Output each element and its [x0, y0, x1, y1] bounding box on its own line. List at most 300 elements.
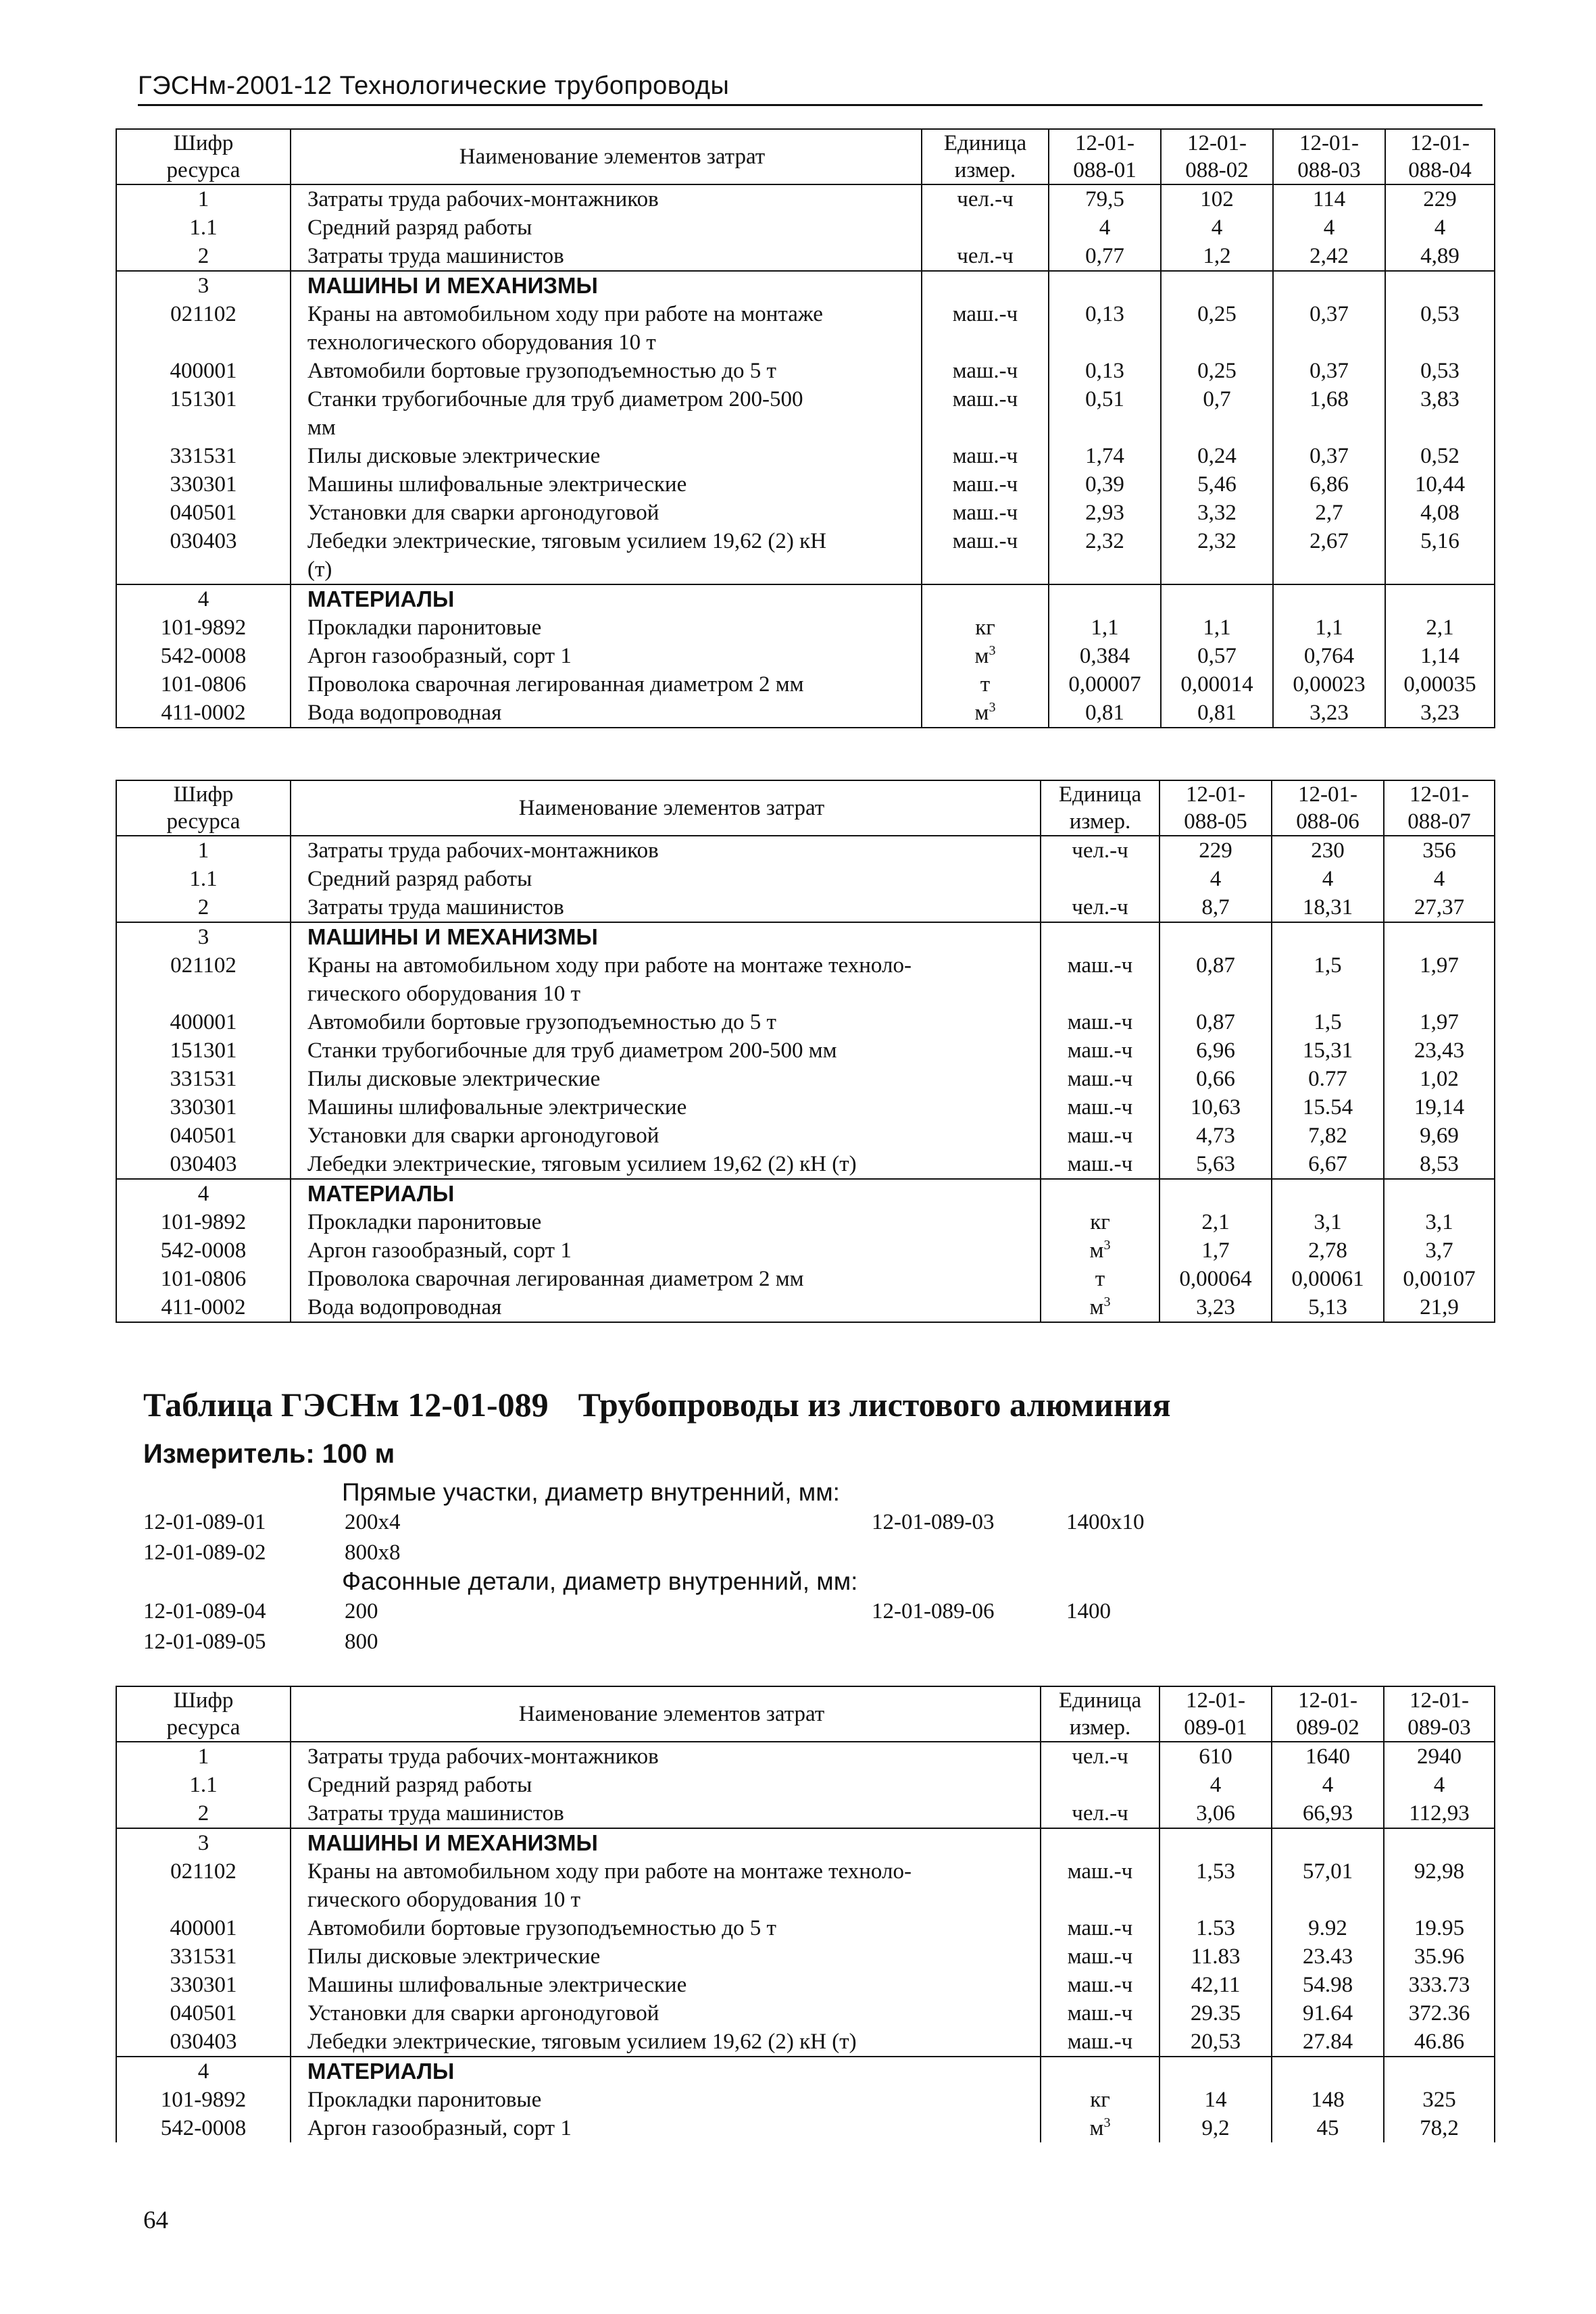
cost-element-name [291, 1742, 1041, 1771]
cost-element-name-line: МАТЕРИАЛЫ [307, 2059, 455, 2084]
resource-code: 400001 [116, 1008, 291, 1036]
resource-code: 1.1 [116, 213, 291, 242]
cost-element-name-line: Аргон газообразный, сорт 1 [307, 644, 572, 668]
resource-code: 400001 [116, 357, 291, 385]
cost-element-name-line: МАТЕРИАЛЫ [307, 586, 455, 611]
column-header-norm [1273, 129, 1385, 184]
norm-value [1384, 922, 1495, 951]
resource-code: 1 [116, 184, 291, 213]
norm-value: 11.83 [1159, 1942, 1272, 1971]
cost-element-name [291, 699, 922, 728]
cost-element-name-line: Лебедки электрические, тяговым усилием 19,62 (2) кН (т) [307, 1152, 857, 1176]
resource-code: 3 [116, 271, 291, 300]
table-row [116, 213, 1495, 242]
unit-of-measure: $м^3$ [922, 699, 1049, 728]
cost-element-name [291, 893, 1041, 922]
norm-value: 0,00007 [1049, 670, 1161, 699]
cost-element-name [291, 527, 922, 584]
norm-code-line: 088-03 [1297, 158, 1361, 182]
unit-of-measure: маш.-ч [922, 385, 1049, 442]
norm-value: 325 [1384, 2086, 1495, 2114]
cost-element-name-line: Пилы дисковые электрические [307, 444, 601, 468]
norm-value: 0,00035 [1385, 670, 1495, 699]
norm-value: 92,98 [1384, 1857, 1495, 1914]
unit-of-measure: чел.-ч [922, 242, 1049, 271]
cost-element-name-line: МАШИНЫ И МЕХАНИЗМЫ [307, 1830, 598, 1855]
cost-element-name-line: Лебедки электрические, тяговым усилием 19,62 (2) кН (т) [307, 2030, 857, 2054]
resource-code: 411-0002 [116, 699, 291, 728]
cost-element-name-line: мм [307, 416, 336, 440]
unit-of-measure: кг [922, 613, 1049, 642]
cost-element-name [291, 184, 922, 213]
norm-value: 1,5 [1272, 1008, 1384, 1036]
norm-value: 4 [1273, 213, 1385, 242]
norm-value [1385, 271, 1495, 300]
table-row [116, 1122, 1495, 1150]
resource-code: 4 [116, 1179, 291, 1208]
header-unit-line: измер. [954, 158, 1016, 182]
cost-element-name [291, 2086, 1041, 2114]
norm-value [1161, 271, 1273, 300]
unit-of-measure [922, 271, 1049, 300]
norm-value: 2,1 [1159, 1208, 1272, 1236]
cost-element-name-line: Автомобили бортовые грузоподъемностью до 5 т [307, 1916, 776, 1940]
resource-code: 030403 [116, 2028, 291, 2057]
header-code-line: Шифр [173, 782, 234, 807]
norm-value: 2,42 [1273, 242, 1385, 271]
header-unit-line: измер. [1069, 809, 1131, 834]
unit-of-measure [1041, 865, 1159, 893]
resource-code: 400001 [116, 1914, 291, 1942]
norm-value: 6,86 [1273, 470, 1385, 499]
cost-element-name-line: Вода водопроводная [307, 701, 502, 725]
column-header-norm [1049, 129, 1161, 184]
norm-value: 4 [1384, 1771, 1495, 1799]
resource-code: 542-0008 [116, 2114, 291, 2142]
cost-element-name [291, 2028, 1041, 2057]
cost-element-name-line: Прокладки паронитовые [307, 1210, 542, 1234]
cost-element-name [291, 951, 1041, 1008]
table-row [116, 1742, 1495, 1771]
resource-code: 3 [116, 1828, 291, 1857]
norm-code-line: 12-01- [1186, 1688, 1245, 1713]
resource-code: 331531 [116, 442, 291, 470]
norm-value: 4,89 [1385, 242, 1495, 271]
cost-element-name-line: МАТЕРИАЛЫ [307, 1181, 455, 1206]
resource-code: 101-9892 [116, 1208, 291, 1236]
norm-value: 0,66 [1159, 1065, 1272, 1093]
norm-value: 0,764 [1273, 642, 1385, 670]
norm-value: 5,63 [1159, 1150, 1272, 1179]
norm-value: 0,81 [1161, 699, 1273, 728]
norm-value: 4 [1272, 865, 1384, 893]
table-row [116, 1065, 1495, 1093]
norm-value: 0,51 [1049, 385, 1161, 442]
column-header-norm [1159, 1686, 1272, 1742]
norm-value: 15.54 [1272, 1093, 1384, 1122]
cost-element-name [291, 1857, 1041, 1914]
unit-of-measure: маш.-ч [1041, 1008, 1159, 1036]
cost-element-name-line: Станки трубогибочные для труб диаметром 200-500 мм [307, 1038, 837, 1063]
norm-value: 4,73 [1159, 1122, 1272, 1150]
norm-value: 112,93 [1384, 1799, 1495, 1828]
cost-element-name-line: гического оборудования 10 т [307, 1888, 581, 1912]
unit-of-measure [1041, 1771, 1159, 1799]
cost-element-name-line: Установки для сварки аргонодуговой [307, 1124, 659, 1148]
variant-code: 12-01-089-02 [143, 1540, 266, 1565]
norm-value: 1,74 [1049, 442, 1161, 470]
cost-element-name-line: МАШИНЫ И МЕХАНИЗМЫ [307, 924, 598, 949]
variant-code: 12-01-089-03 [872, 1510, 995, 1534]
column-header-norm [1384, 780, 1495, 836]
resource-code: 101-9892 [116, 613, 291, 642]
unit-of-measure: маш.-ч [1041, 1065, 1159, 1093]
resource-code: 2 [116, 1799, 291, 1828]
cost-element-name-line: Установки для сварки аргонодуговой [307, 501, 659, 525]
resource-code: 330301 [116, 1093, 291, 1122]
norm-code-line: 089-01 [1184, 1715, 1247, 1740]
norm-value: 6,67 [1272, 1150, 1384, 1179]
header-unit-line: Единица [943, 131, 1027, 155]
cost-element-name [291, 2057, 1041, 2086]
norm-code-line: 12-01- [1299, 131, 1359, 155]
norm-value: 4 [1049, 213, 1161, 242]
running-header: ГЭСНм-2001-12 Технологические трубопроводы [138, 72, 730, 100]
table-title [143, 1385, 1171, 1424]
column-header-code [116, 129, 291, 184]
table-row [116, 865, 1495, 893]
norm-value: 229 [1159, 836, 1272, 865]
cost-element-name-line: технологического оборудования 10 т [307, 330, 656, 355]
cost-element-name [291, 357, 922, 385]
header-code-line: Шифр [173, 131, 234, 155]
norm-value: 0,87 [1159, 951, 1272, 1008]
unit-of-measure [922, 584, 1049, 613]
norm-value: 3,7 [1384, 1236, 1495, 1265]
norm-value: 4 [1384, 865, 1495, 893]
cost-element-name [291, 1293, 1041, 1322]
header-code-line: Шифр [173, 1688, 234, 1713]
cost-element-name-line: Средний разряд работы [307, 1773, 532, 1797]
norm-value [1272, 1828, 1384, 1857]
cost-element-name-line: Вода водопроводная [307, 1295, 502, 1319]
norm-value: 0,7 [1161, 385, 1273, 442]
norm-value: 4 [1272, 1771, 1384, 1799]
resource-code: 2 [116, 242, 291, 271]
norm-code-line: 088-04 [1408, 158, 1472, 182]
norm-value: 2,32 [1049, 527, 1161, 584]
unit-of-measure: маш.-ч [1041, 1914, 1159, 1942]
norm-value [1384, 1828, 1495, 1857]
table-row [116, 442, 1495, 470]
norm-value [1384, 2057, 1495, 2086]
norm-value: 21,9 [1384, 1293, 1495, 1322]
cost-element-name [291, 1065, 1041, 1093]
norm-value: 4 [1159, 1771, 1272, 1799]
unit-of-measure: $м^3$ [1041, 1293, 1159, 1322]
norm-value: 3,23 [1273, 699, 1385, 728]
norm-value: 1,7 [1159, 1236, 1272, 1265]
variant-size: 1400 [1066, 1599, 1111, 1624]
cost-element-name [291, 922, 1041, 951]
header-unit-line: измер. [1069, 1715, 1131, 1740]
resource-code: 331531 [116, 1942, 291, 1971]
header-code-line: ресурса [166, 158, 241, 182]
measurement-unit: Измеритель: 100 м [143, 1439, 395, 1469]
unit-of-measure: маш.-ч [1041, 1122, 1159, 1150]
variant-code: 12-01-089-04 [143, 1599, 266, 1624]
variant-size: 800 [345, 1630, 378, 1654]
cost-element-name-line: Средний разряд работы [307, 216, 532, 240]
norm-value: 0,25 [1161, 300, 1273, 357]
norm-value: 9.92 [1272, 1914, 1384, 1942]
norm-value: 1,97 [1384, 1008, 1495, 1036]
cost-element-name-line: гического оборудования 10 т [307, 982, 581, 1006]
norm-code-line: 089-03 [1407, 1715, 1471, 1740]
resource-code: 021102 [116, 300, 291, 357]
norm-value: 229 [1385, 184, 1495, 213]
norm-value: 27,37 [1384, 893, 1495, 922]
header-rule [138, 104, 1482, 106]
cost-element-name [291, 1971, 1041, 1999]
norm-value: 8,53 [1384, 1150, 1495, 1179]
cost-element-name [291, 1093, 1041, 1122]
header-code-line: ресурса [166, 809, 241, 834]
norm-value: 148 [1272, 2086, 1384, 2114]
unit-of-measure: $м^3$ [922, 642, 1049, 670]
resource-code: 4 [116, 584, 291, 613]
norm-value [1159, 2057, 1272, 2086]
norm-value: 1,1 [1161, 613, 1273, 642]
norm-value: 18,31 [1272, 893, 1384, 922]
norm-code-line: 12-01- [1075, 131, 1134, 155]
unit-of-measure: маш.-ч [1041, 1999, 1159, 2028]
cost-element-name-line: Краны на автомобильном ходу при работе на монтаже [307, 302, 823, 326]
cost-element-name [291, 213, 922, 242]
norm-value [1272, 2057, 1384, 2086]
cost-element-name-line: Машины шлифовальные электрические [307, 1973, 687, 1997]
cost-element-name [291, 1265, 1041, 1293]
norm-value: 2,78 [1272, 1236, 1384, 1265]
cost-table-088-01-04 [116, 128, 1495, 728]
table-title-name: Трубопроводы из листового алюминия [578, 1386, 1171, 1424]
norm-value: 0,39 [1049, 470, 1161, 499]
norm-value: 14 [1159, 2086, 1272, 2114]
cost-element-name [291, 242, 922, 271]
resource-code: 330301 [116, 470, 291, 499]
cost-element-name-line: Станки трубогибочные для труб диаметром 200-500 [307, 387, 803, 411]
norm-value [1159, 1179, 1272, 1208]
norm-value: 0,81 [1049, 699, 1161, 728]
cost-element-name-line: Аргон газообразный, сорт 1 [307, 2116, 572, 2140]
norm-value: 15,31 [1272, 1036, 1384, 1065]
unit-of-measure: чел.-ч [1041, 893, 1159, 922]
norm-value [1161, 584, 1273, 613]
column-header-unit [1041, 1686, 1159, 1742]
norm-value: 0,77 [1049, 242, 1161, 271]
cost-element-name [291, 1999, 1041, 2028]
column-header-norm [1159, 780, 1272, 836]
norm-value: 610 [1159, 1742, 1272, 1771]
table-row [116, 699, 1495, 728]
norm-value: 23,43 [1384, 1036, 1495, 1065]
norm-value: 10,44 [1385, 470, 1495, 499]
cost-element-name-line: Пилы дисковые электрические [307, 1944, 601, 1969]
resource-code: 1 [116, 836, 291, 865]
norm-value [1384, 1179, 1495, 1208]
norm-value [1273, 271, 1385, 300]
variant-group-heading: Фасонные детали, диаметр внутренний, мм: [342, 1567, 858, 1595]
norm-value: 333.73 [1384, 1971, 1495, 1999]
unit-of-measure: маш.-ч [922, 300, 1049, 357]
norm-value: 1,1 [1273, 613, 1385, 642]
cost-element-name-line: Средний разряд работы [307, 867, 532, 891]
table-row [116, 670, 1495, 699]
norm-value [1272, 1179, 1384, 1208]
table-row [116, 1208, 1495, 1236]
cost-element-name [291, 1799, 1041, 1828]
resource-code: 021102 [116, 951, 291, 1008]
unit-of-measure: маш.-ч [1041, 1857, 1159, 1914]
resource-code: 040501 [116, 1122, 291, 1150]
header-row [116, 780, 1495, 836]
column-header-name: Наименование элементов затрат [291, 1686, 1041, 1742]
column-header-norm [1385, 129, 1495, 184]
norm-value: 0,13 [1049, 357, 1161, 385]
table-row [116, 1036, 1495, 1065]
cost-element-name-line: Прокладки паронитовые [307, 615, 542, 640]
cost-element-name [291, 1179, 1041, 1208]
column-header-norm [1384, 1686, 1495, 1742]
cost-element-name [291, 300, 922, 357]
resource-code: 331531 [116, 1065, 291, 1093]
section-row [116, 1179, 1495, 1208]
norm-code-line: 12-01- [1410, 782, 1469, 807]
table-row [116, 300, 1495, 357]
norm-value: 2,7 [1273, 499, 1385, 527]
cost-element-name [291, 1036, 1041, 1065]
norm-value [1272, 922, 1384, 951]
cost-element-name-line: Затраты труда машинистов [307, 895, 564, 920]
norm-value: 29.35 [1159, 1999, 1272, 2028]
cost-element-name-line: Затраты труда машинистов [307, 1801, 564, 1826]
cost-element-name-line: Пилы дисковые электрические [307, 1067, 601, 1091]
norm-value: 3,1 [1272, 1208, 1384, 1236]
unit-of-measure: кг [1041, 1208, 1159, 1236]
norm-value: 3,23 [1159, 1293, 1272, 1322]
cost-element-name [291, 1914, 1041, 1942]
table-row [116, 1799, 1495, 1828]
norm-value: 3,32 [1161, 499, 1273, 527]
unit-of-measure [1041, 2057, 1159, 2086]
norm-value: 19,14 [1384, 1093, 1495, 1122]
norm-value: 1640 [1272, 1742, 1384, 1771]
norm-value: 57,01 [1272, 1857, 1384, 1914]
cost-element-name-line: Проволока сварочная легированная диаметром 2 мм [307, 1267, 804, 1291]
table-row [116, 527, 1495, 584]
norm-code-line: 088-02 [1185, 158, 1249, 182]
section-row [116, 2057, 1495, 2086]
resource-code: 3 [116, 922, 291, 951]
cost-element-name [291, 1236, 1041, 1265]
cost-element-name-line: Затраты труда рабочих-монтажников [307, 187, 659, 211]
table-row [116, 1150, 1495, 1179]
section-row [116, 584, 1495, 613]
unit-of-measure: маш.-ч [1041, 1036, 1159, 1065]
cost-element-name [291, 442, 922, 470]
norm-code-line: 12-01- [1298, 1688, 1357, 1713]
table-row [116, 470, 1495, 499]
table-row [116, 1999, 1495, 2028]
table-row [116, 242, 1495, 271]
page-number: 64 [143, 2207, 168, 2234]
cost-element-name [291, 470, 922, 499]
resource-code: 411-0002 [116, 1293, 291, 1322]
norm-value: 35.96 [1384, 1942, 1495, 1971]
unit-of-measure: чел.-ч [922, 184, 1049, 213]
norm-value: 42,11 [1159, 1971, 1272, 1999]
norm-value: 0,13 [1049, 300, 1161, 357]
norm-value: 3,83 [1385, 385, 1495, 442]
norm-value: 0,24 [1161, 442, 1273, 470]
cost-element-name-line: Прокладки паронитовые [307, 2088, 542, 2112]
table-row [116, 1265, 1495, 1293]
unit-of-measure: маш.-ч [922, 527, 1049, 584]
norm-code-line: 12-01- [1187, 131, 1247, 155]
cost-element-name-line: Аргон газообразный, сорт 1 [307, 1238, 572, 1263]
unit-of-measure: маш.-ч [922, 470, 1049, 499]
norm-value: 1,14 [1385, 642, 1495, 670]
header-code-line: ресурса [166, 1715, 241, 1740]
unit-of-measure [1041, 1828, 1159, 1857]
norm-value: 0.77 [1272, 1065, 1384, 1093]
norm-value [1159, 1828, 1272, 1857]
cost-element-name [291, 1771, 1041, 1799]
norm-value: 1,68 [1273, 385, 1385, 442]
norm-value: 1,5 [1272, 951, 1384, 1008]
norm-value: 356 [1384, 836, 1495, 865]
norm-value: 0,87 [1159, 1008, 1272, 1036]
resource-code: 151301 [116, 385, 291, 442]
norm-value: 3,23 [1385, 699, 1495, 728]
table-row [116, 385, 1495, 442]
cost-element-name [291, 584, 922, 613]
table-row [116, 2114, 1495, 2142]
variant-size: 800x8 [345, 1540, 401, 1565]
norm-value: 2,1 [1385, 613, 1495, 642]
resource-code: 101-0806 [116, 670, 291, 699]
norm-value: 0,53 [1385, 300, 1495, 357]
column-header-name: Наименование элементов затрат [291, 780, 1041, 836]
cost-element-name-line: Затраты труда рабочих-монтажников [307, 1744, 659, 1769]
norm-value: 5,13 [1272, 1293, 1384, 1322]
norm-value: 230 [1272, 836, 1384, 865]
variant-code: 12-01-089-01 [143, 1510, 266, 1534]
resource-code: 1 [116, 1742, 291, 1771]
cost-element-name [291, 1828, 1041, 1857]
unit-of-measure: маш.-ч [1041, 1971, 1159, 1999]
norm-value: 1,53 [1159, 1857, 1272, 1914]
cost-element-name [291, 1208, 1041, 1236]
cost-element-name-line: МАШИНЫ И МЕХАНИЗМЫ [307, 273, 598, 298]
norm-code-line: 12-01- [1410, 131, 1470, 155]
norm-value: 9,69 [1384, 1122, 1495, 1150]
cost-element-name [291, 385, 922, 442]
unit-of-measure: маш.-ч [922, 357, 1049, 385]
cost-table-088-05-07 [116, 780, 1495, 1323]
column-header-norm [1272, 1686, 1384, 1742]
norm-value: 0,37 [1273, 357, 1385, 385]
